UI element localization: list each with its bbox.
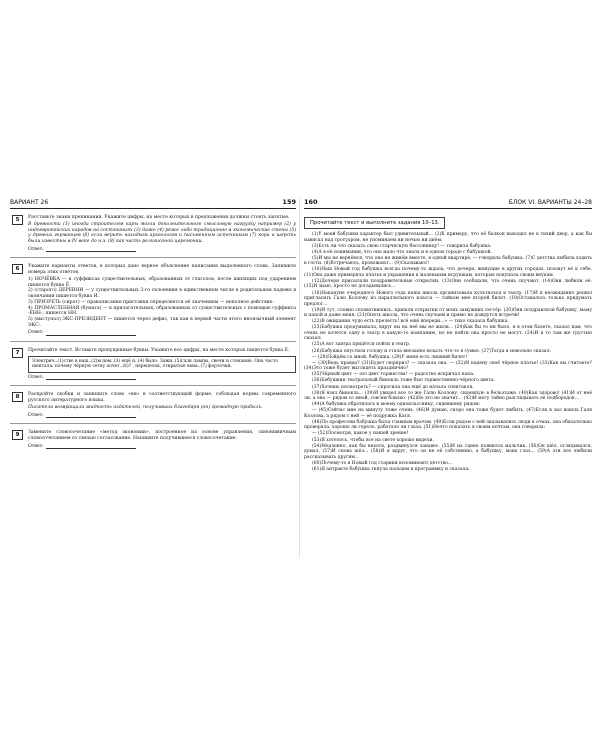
text-paragraph: (54)Медленно, как бы нехотя, раздвинулся занавес. (55)И на сцене появился мальчик. (56)Он шёл, оглядывался, думал. (57)И снова шёл... (58)И я вдруг, что он не её собственно, а бабушку, моих глаз... (59)А эти все любили рассказывать другим... — [304, 443, 592, 460]
text-paragraph: (38)Я взял бинокль... (39)И увидел все то же Галю Козлову, сидевшую в бельэтаже. (40)Как здорово! (41)И от неё ли, а она — рядом со мной, совсем близко. (42)Но это не значит... (43)И могу тайно разглядывать её подбородок... — [304, 390, 592, 402]
text-paragraph: — (52)Посмотри, какое у нашей зрение! — [312, 431, 409, 437]
text-paragraph: — (45)Сейчас мне на минуту тоже очень. (46)И думаю, скоро она тоже будет любить. (47)Если в зал вошла Галя Козлова, а рядом с ней — её подружка Катя. — [304, 408, 592, 419]
section-label: БЛОК VI. ВАРИАНТЫ 24–28 — [508, 199, 592, 206]
answer-row — [28, 444, 296, 450]
page-number: 160 — [304, 198, 318, 206]
text-paragraph: (22)В ожидании чудо есть прелесть! всё ещё впереди...» — тихо сказала бабушка. — [312, 319, 509, 325]
text-paragraph: — (30)Ведь правда? (31)Будет сюрприз? — сказала она. — (32)И надену своё чёрное платье! (33)Как вы считаете? (34)Это тоже будет выглядеть празднично? — [304, 360, 592, 372]
text-paragraph: (44)А бабушка обратилась к моему однокласснику, сидевшему рядом: — [312, 402, 481, 408]
text-paragraph: (37)Хочешь посмотреть? — спросила она ещё до начала спектакля. — [312, 384, 474, 390]
task-text: В древности (1) иногда строителям кары могли дополнительного смысловую нагрузку например (2) у индоевропейских народов на состязаниях (3) даже (4) реже либо традиционно в экономические стены (5) у древних германцев (6) если верить находкам археологов и письменным источникам (7) кора и шерсть были известны в IV веке до н.э. (8) как часть религиозной церемонии. — [28, 221, 296, 244]
left-page — [10, 198, 296, 558]
divider — [10, 385, 296, 386]
answer-option: 1) НОЧЁВКА — в суффиксах существительных, образованных от глаголов, после шипящих под ударением пишется буква Ё. — [28, 277, 296, 288]
task-8 — [10, 392, 296, 418]
text-paragraph: (16)Накануне очередного Нового года наша школа организовала культпоход в театр. (17)И я неожиданно решил пригласить Галю Козлову из параллельного класса — тайком мне второй билет. (18)Оставалось только придумать предлог... — [304, 290, 592, 307]
answer-row — [28, 413, 296, 419]
divider — [10, 341, 296, 342]
answer-field[interactable] — [46, 248, 136, 252]
task-number: 9 — [12, 430, 23, 440]
answer-label: Ответ: — [28, 443, 44, 449]
answer-label: Ответ: — [28, 330, 44, 336]
divider — [10, 257, 296, 258]
divider — [10, 423, 296, 424]
text-paragraph: (5)И мы не вернёмся, что она не живём вместе, в одной квартире, — говорила бабушка. (7)С детства любила ходить в гости. (8)Встречаюсь, провожают... (9)Сказывают! — [304, 255, 592, 267]
variant-label: ВАРИАНТ 26 — [10, 199, 49, 206]
text-paragraph: (53)Я хотелось, чтобы все на свете хорошо видели. — [312, 437, 434, 443]
task-instruction: Укажите варианты ответов, в которых дано верное объяснение написания выделенного слова. Запишите номера этих ответов. — [28, 264, 296, 276]
text-paragraph: (3)Есть ли что сказать свою старческую бессонницу! — говорила бабушка. — [312, 243, 492, 249]
answer-row — [28, 330, 296, 336]
right-page-header — [304, 198, 592, 209]
answer-field[interactable] — [46, 376, 136, 380]
right-page — [304, 198, 592, 558]
reading-instruction: Прочитайте текст и выполните задания 10–13. — [304, 217, 445, 229]
text-paragraph: (36)Бабушкин театральный бинокль тоже был торжественно-чёрного цвета. — [312, 378, 495, 384]
task-5 — [10, 215, 296, 252]
answer-label: Ответ: — [28, 246, 44, 252]
task-7 — [10, 348, 296, 380]
task-6 — [10, 264, 296, 336]
task-number: 8 — [12, 392, 23, 402]
answer-field[interactable] — [46, 414, 136, 418]
reading-text — [304, 232, 592, 472]
text-paragraph: (26)Бабушка опустила голову и стала внезапно искать что-то в сумке. (27)Тогда я невольно сказал: — [312, 348, 551, 354]
answer-label: Ответ: — [28, 412, 44, 418]
page-number: 159 — [282, 198, 296, 206]
book-spread — [0, 198, 600, 558]
task-instruction: Раскройте скобки и запишите слово «ни» в соответствующей форме, соблюдая нормы современного русского литературного языка. — [28, 392, 296, 403]
text-paragraph: (48)По профессии бабушка была главным врачом. (49)Если рядом с ней оказывались люди в очках, она обязательно проверяла, хорошо ли горело, работало ли глаза. (51)Нечто показать я своим почтам, она говорила: — [304, 419, 592, 431]
task-9 — [10, 430, 296, 449]
text-paragraph: (10)Наш Новый год бабушка всегда почему-то ждала, что дочери, живущие в других городах, позовут её к себе. (11)Она даже примеряла платья и украшения к маленьким игрушкам, которые покупала своим внукам. — [304, 267, 592, 278]
answer-field[interactable] — [46, 445, 136, 449]
text-paragraph: (23)Бабушка продумывала, вдруг вы на неё мы не жили... (24)Как бы то ни было, я в этом балете, сказал нам, что очень не хочется одну в театр в какую-то компанию, но не пойти она просто не могут. (24)И я то там же грустью сказал: — [304, 325, 592, 342]
answer-row — [28, 375, 296, 381]
task-number: 6 — [12, 264, 23, 274]
answer-row — [28, 247, 296, 253]
task-text: Писатели возвращали жадность издателей, получивших благодаря (он) громадную прибыль. — [28, 404, 263, 410]
task-instruction: Прочитайте текст. Вставьте пропущенные буквы. Укажите все цифры, на месте которых пишется буква Е. — [28, 348, 290, 354]
text-paragraph: (61)Я антракте бабушка ткнула пальцем в программку и сказала: — [312, 466, 470, 472]
task-number: 7 — [12, 348, 23, 358]
answer-label: Ответ: — [28, 374, 44, 380]
answer-field[interactable] — [46, 332, 136, 336]
left-page-header — [10, 198, 296, 209]
answer-option: 3) ПРИЗРЕТЬ (сирот) — правописание приставки определяется её значением — неполное действие. — [28, 299, 274, 305]
task-number: 5 — [12, 215, 23, 225]
answer-option: 2) (старого) ДЕРЕВНИ — у существительных 3-го склонения в единственном числе в родительном падеже в окончании пишется буква И. — [28, 288, 296, 300]
text-paragraph: (19)И тут, словно спохватившись, пришли открытки от моих замужних сестёр. (20)Они поздравляли бабушку, маму и папой и даже меня. (21)Опять школа, что очень скучаем и прямо не дождутся встречи! — [304, 307, 592, 319]
answer-options — [28, 277, 296, 328]
text-paragraph: — (28)Пойдём со мной, бабушка. (29)У меня есть лишний билет! — [312, 354, 468, 360]
task-instruction: Расставьте знаки препинания. Укажите цифры, на месте которых в предложении должны стоять запятые. — [28, 215, 290, 220]
answer-option: 4) ПРОМАСЛЕННАЯ (бумага) — в прилагательных, образованных от существительных с помощью суффикса -ЕНН-, пишется НН. — [28, 305, 296, 317]
text-paragraph: (1)У моей бабушки характер был удивительный... (2)К примеру, что её балкон выходил не в тихий двор, а как бы нависал над тротуаром, не упоминаем ни ночью ни днём. — [304, 232, 592, 243]
answer-option: 5) (выступал) ЭКС-ПРЕЗИДЕНТ — пишется через дефис, так как в первой части этого иноязычный элемент ЭКС-. — [28, 316, 296, 328]
task-instruction: Замените словосочетание «метод экономии», построенное на основе управления, синонимичным словосочетанием со связью согласование. Напишите получившееся словосочетание. — [28, 430, 296, 441]
text-paragraph: (4)А в её понимании, что она мало что знала и в одном городе с бабушкой. — [312, 249, 492, 255]
book-gutter — [299, 198, 300, 558]
text-paragraph: (35)Чёрный цвет — это цвет торжества! — радостно вскричал папа. — [312, 372, 475, 378]
text-paragraph: (25)А вот завтра придётся пойти в театр. — [312, 342, 411, 348]
task-text-box: Электрич..(1)ство в наш..(2)м дом..(3) ещё н..(4) было. Зажи..(5)гали лампы, свечи и стекание. Она часто шептала: почему чёрную сетку хочет..(6)? , перепелок, открытые окна..(7) форточки. — [28, 356, 296, 373]
text-paragraph: (12)Дочери присылали поздравительные открытки. (13)Они сообщали, что очень скучают. (14)Они любили её. (15)И знаю, просто не догадывались... — [304, 278, 592, 290]
text-paragraph: (60)Почему-то в Новый год старики вспоминают детство... — [312, 460, 453, 466]
